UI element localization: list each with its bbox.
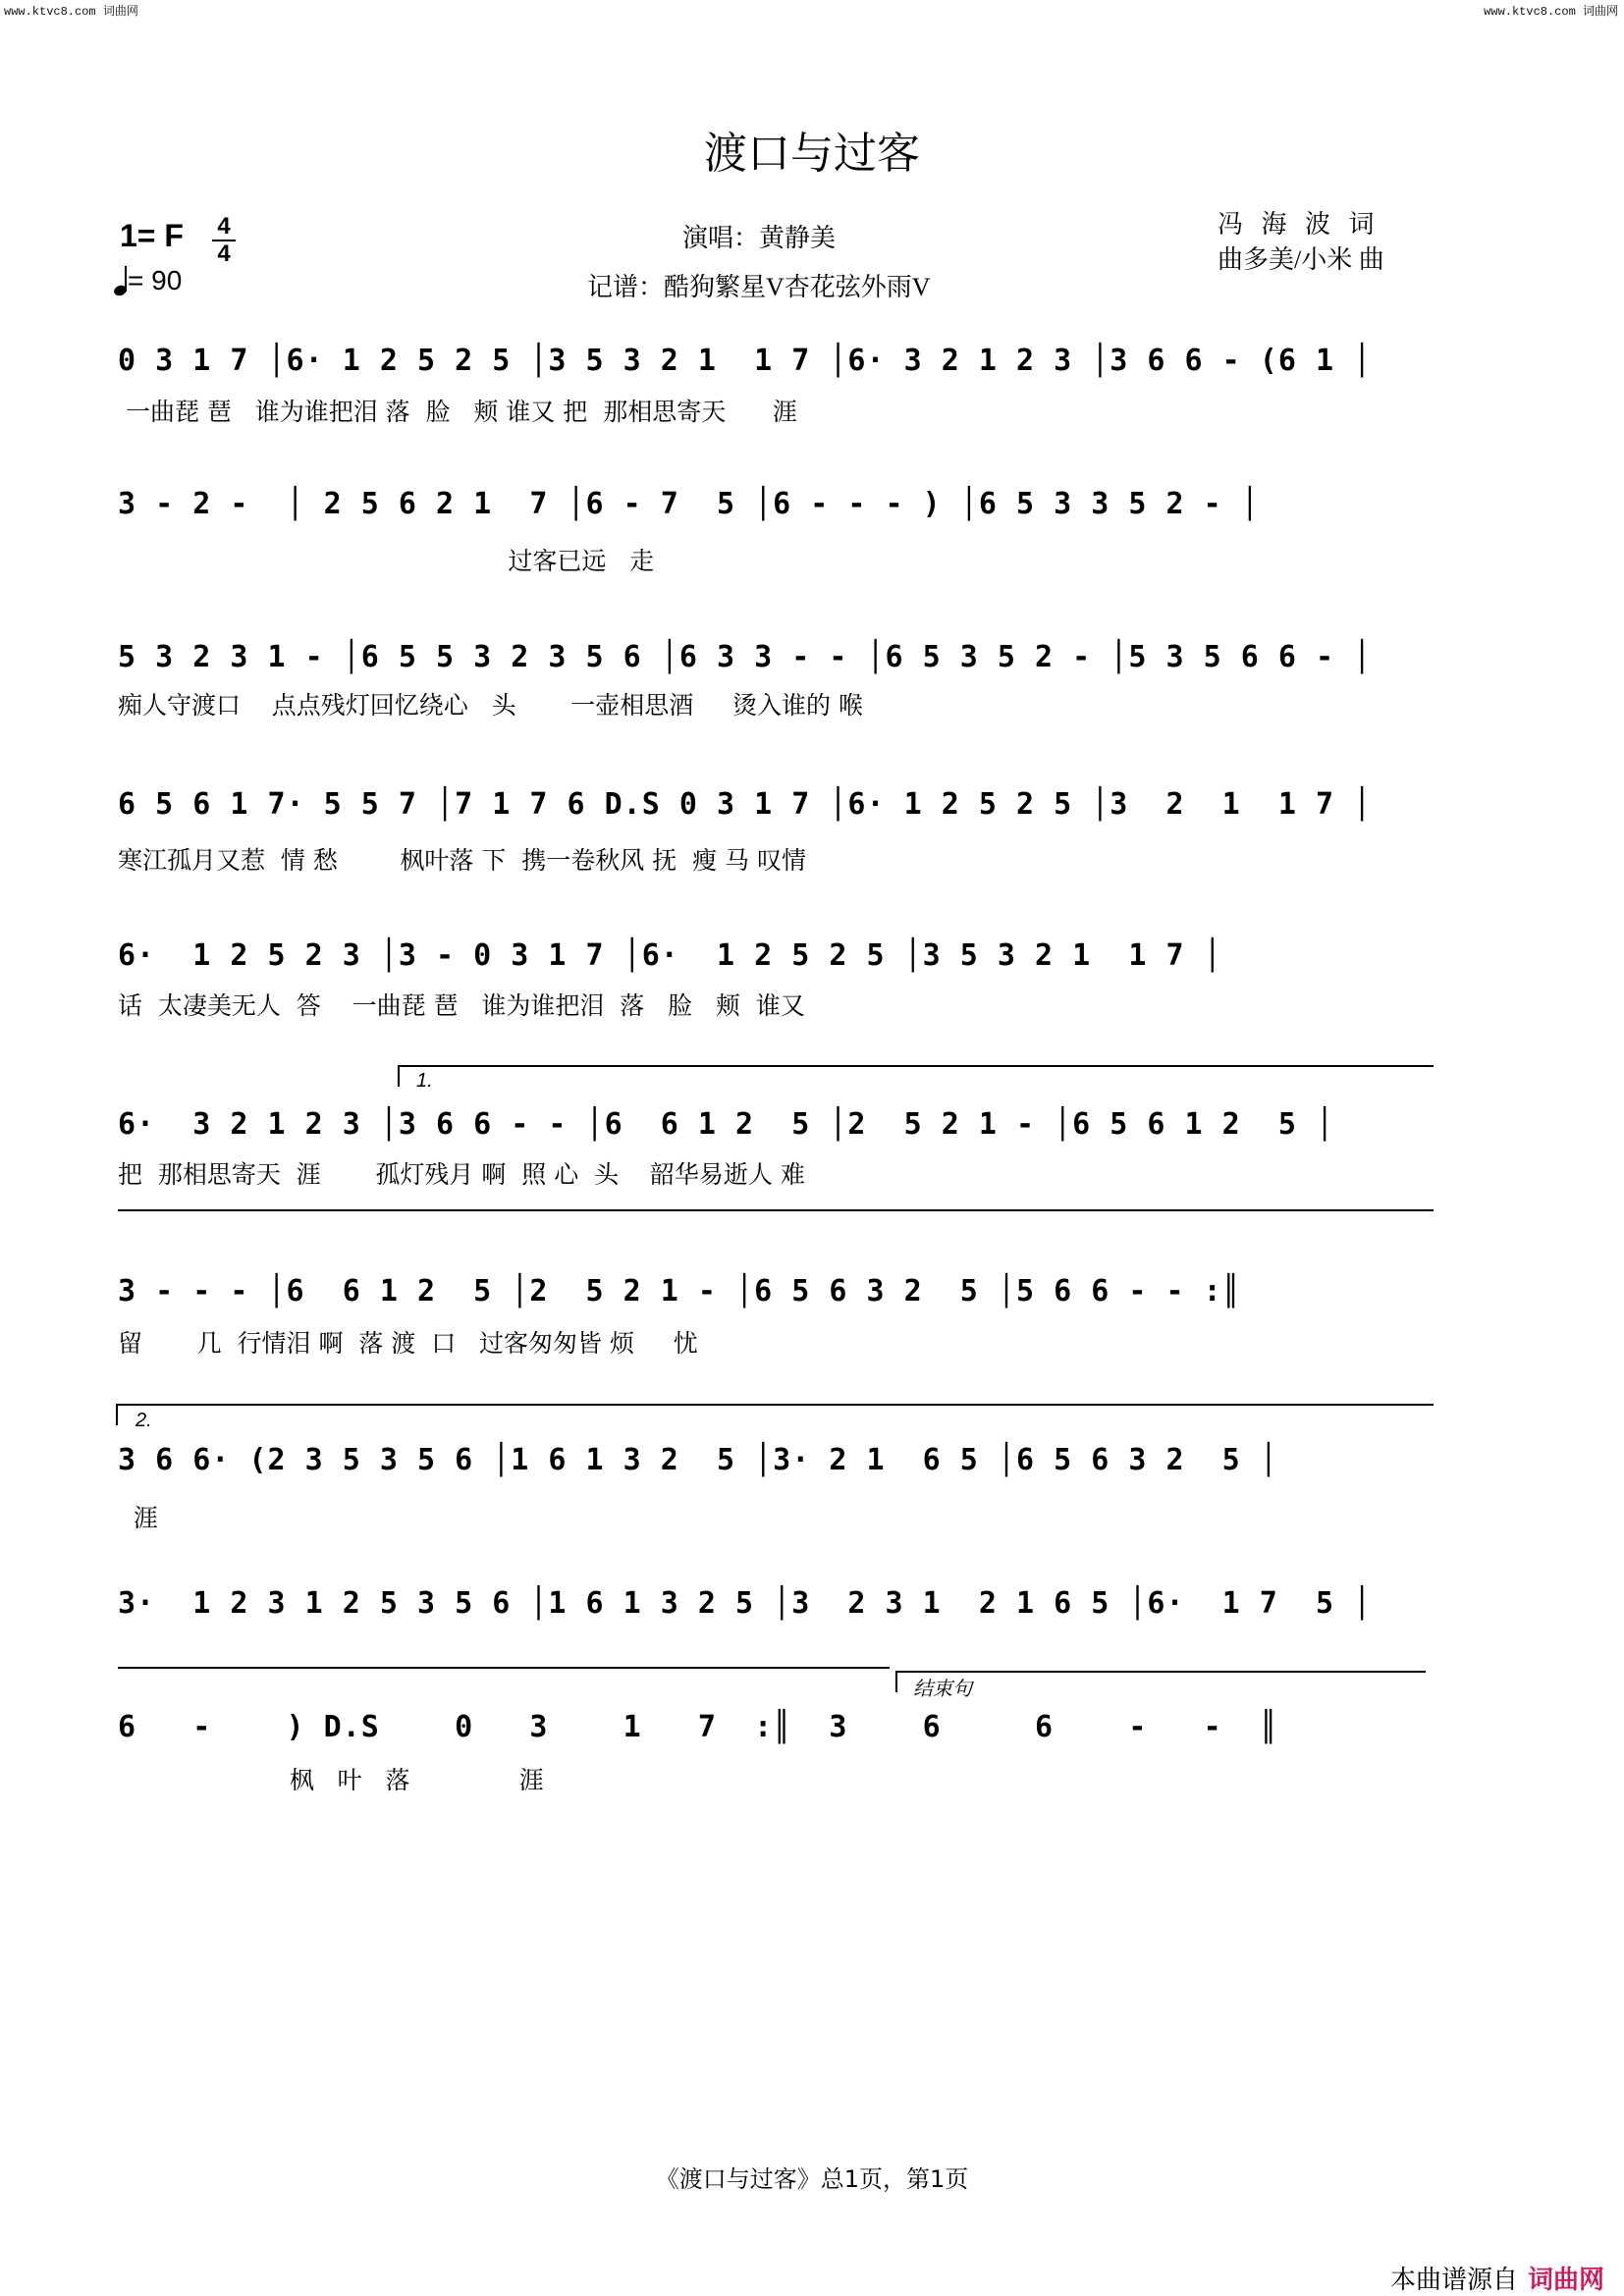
notation-row-3: 5 3 2 3 1 - │6 5 5 3 2 3 5 6 │6 3 3 - - │6 5 3 5 2 - │5 3 5 6 6 - │ [118,640,1373,674]
quarter-note-icon [114,266,128,295]
second-ending-bracket [116,1404,1434,1406]
time-signature-bottom: 4 [217,240,231,267]
key-signature: 1= F [120,218,184,253]
first-ending-label: 1. [416,1070,433,1092]
lyrics-row-4: 寒江孤月又惹 情 愁 枫叶落 下 携一卷秋风 抚 瘦 马 叹情 [118,846,806,875]
second-ending-hook [116,1404,118,1425]
lyrics-row-1: 一曲琵 琶 谁为谁把泪 落 脸 颊 谁又 把 那相思寄天 涯 [118,398,797,426]
ending-bracket [895,1671,1426,1673]
lyrics-row-8: 涯 [118,1504,158,1532]
source-watermark [1390,2260,1604,2296]
notation-row-10: 6 - ) D.S 0 3 1 7 :║ 3 6 6 - - ║ [118,1710,1278,1744]
tempo-value: = 90 [128,265,183,295]
notation-row-8: 3 6 6· (2 3 5 3 5 6 │1 6 1 3 2 5 │3· 2 1 6 5 │6 5 6 3 2 5 │ [118,1443,1278,1477]
page-footer: 《渡口与过客》总1页，第1页 [655,2165,969,2193]
notation-row-2: 3 - 2 - │ 2 5 6 2 1 7 │6 - 7 5 │6 - - - ) │6 5 3 3 5 2 - │ [118,487,1260,521]
site-url-right: www.ktvc8.com 词曲网 [1484,5,1618,19]
singer-credit: 演唱：黄静美 [682,224,837,252]
repeat-line [118,1667,890,1669]
lyricist-credit: 冯 海 波 词 [1218,210,1380,239]
notation-row-9: 3· 1 2 3 1 2 5 3 5 6 │1 6 1 3 2 5 │3 2 3 1 2 1 6 5 │6· 1 7 5 │ [118,1586,1373,1621]
ending-label: 结束句 [913,1679,972,1700]
composer-credit: 曲多美/小米 曲 [1218,245,1384,274]
notation-row-5: 6· 1 2 5 2 3 │3 - 0 3 1 7 │6· 1 2 5 2 5 │3 5 3 2 1 1 7 │ [118,938,1222,973]
site-url-left: www.ktvc8.com 词曲网 [4,5,138,19]
lyrics-row-6: 把 那相思寄天 涯 孤灯残月 啊 照 心 头 韶华易逝人 难 [118,1160,805,1189]
second-ending-label: 2. [135,1410,152,1431]
time-signature [211,214,237,267]
notation-row-4: 6 5 6 1 7· 5 5 7 │7 1 7 6 D.S 0 3 1 7 │6· 1 2 5 2 5 │3 2 1 1 7 │ [118,787,1373,822]
ending-hook [895,1671,897,1692]
watermark-brand: 词曲网 [1527,2266,1604,2295]
first-ending-continuation [118,1209,1434,1211]
lyrics-row-7: 留 几 行情泪 啊 落 渡 口 过客匆匆皆 烦 忧 [118,1329,698,1358]
lyrics-row-10: 枫 叶 落 涯 [118,1766,544,1794]
notation-row-1: 0 3 1 7 │6· 1 2 5 2 5 │3 5 3 2 1 1 7 │6· 3 2 1 2 3 │3 6 6 - (6 1 │ [118,344,1373,378]
first-ending-bracket [398,1065,1434,1067]
lyrics-row-3: 痴人守渡口 点点残灯回忆绕心 头 一壶相思酒 烫入谁的 喉 [118,691,863,720]
song-title: 渡口与过客 [704,130,920,178]
lyrics-row-5: 话 太凄美无人 答 一曲琵 琶 谁为谁把泪 落 脸 颊 谁又 [118,991,805,1020]
tempo-marking [114,265,182,296]
first-ending-hook [398,1065,400,1087]
lyrics-row-2: 过客已远 走 [118,547,655,575]
transcriber-credit: 记谱：酷狗繁星V杏花弦外雨V [587,273,931,301]
notation-row-6: 6· 3 2 1 2 3 │3 6 6 - - │6 6 1 2 5 │2 5 2 1 - │6 5 6 1 2 5 │ [118,1107,1334,1142]
time-signature-top: 4 [217,213,231,240]
notation-row-7: 3 - - - │6 6 1 2 5 │2 5 2 1 - │6 5 6 3 2 5 │5 6 6 - - :║ [118,1274,1241,1308]
watermark-source: 本曲谱源自 [1389,2266,1518,2295]
